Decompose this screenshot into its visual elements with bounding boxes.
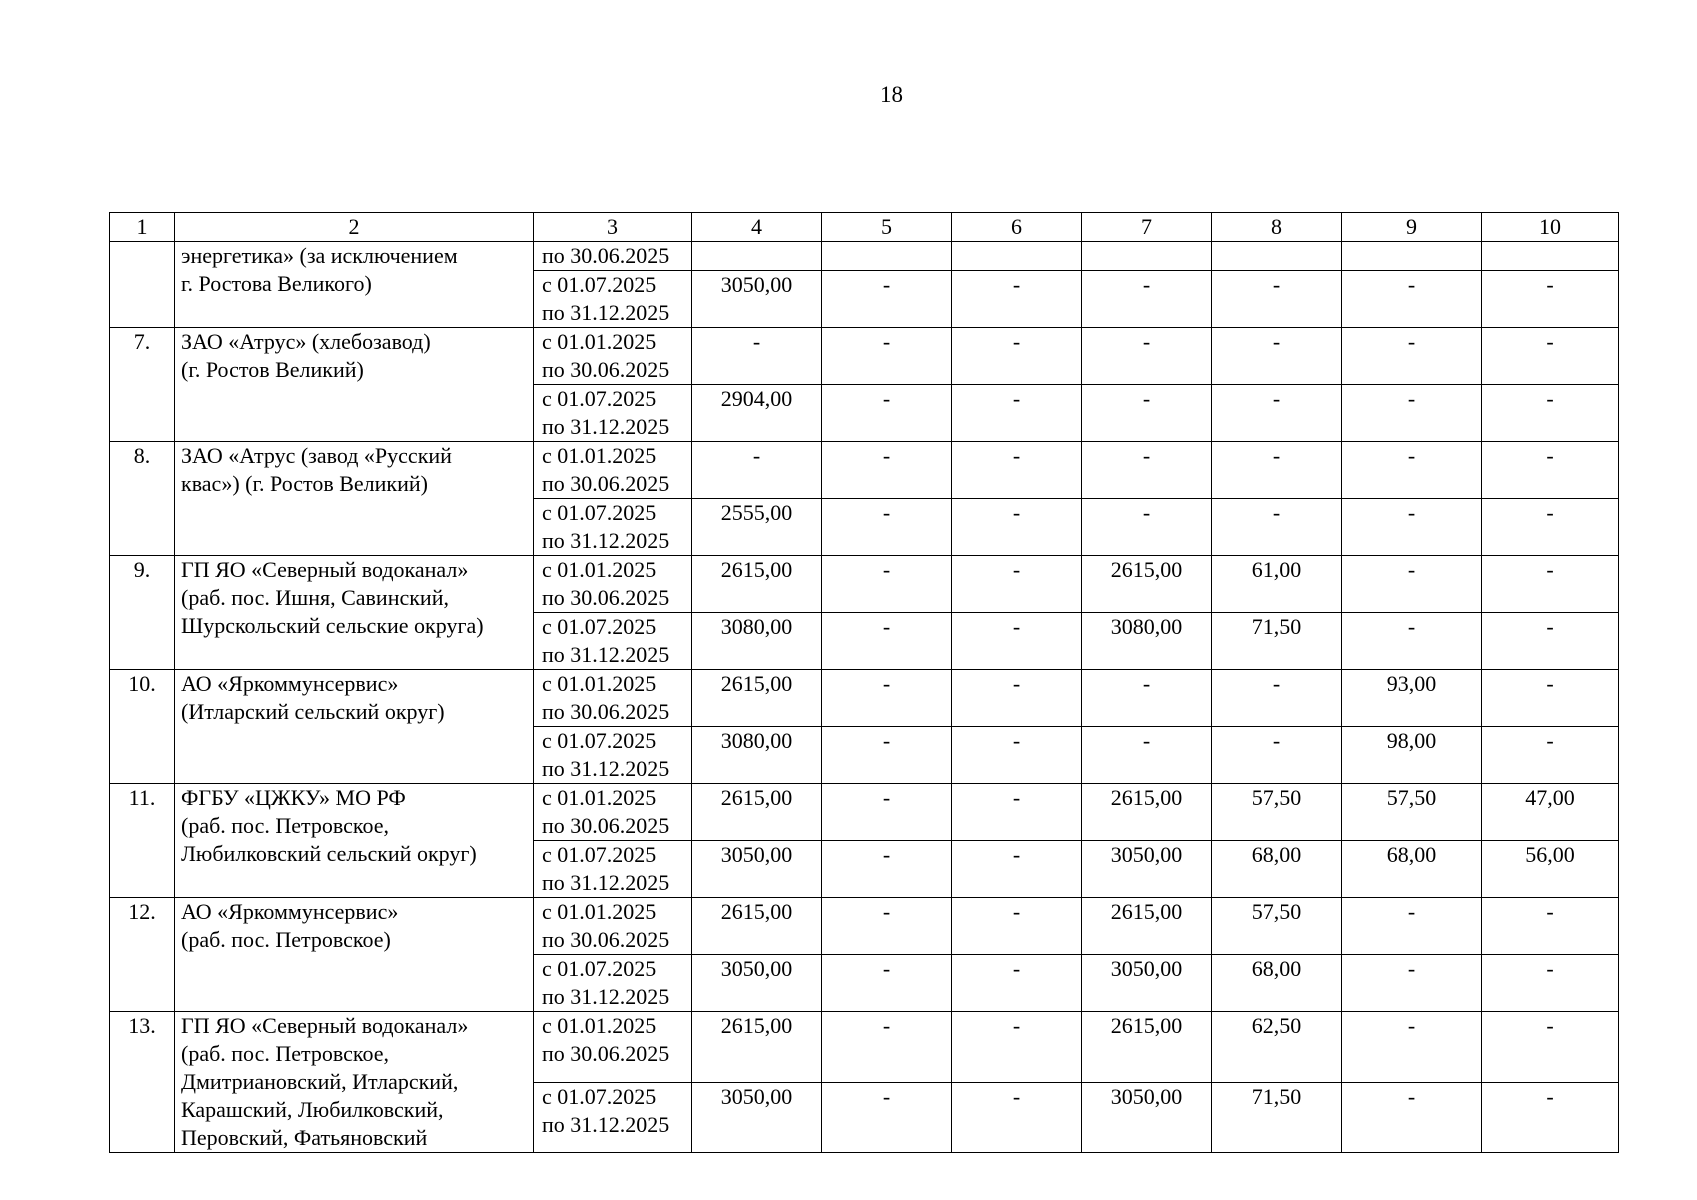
value-cell: - <box>1482 1082 1619 1153</box>
value-cell: - <box>1482 1012 1619 1083</box>
value-cell: 3080,00 <box>692 727 822 784</box>
value-cell: 2615,00 <box>692 670 822 727</box>
value-cell: - <box>822 271 952 328</box>
organization-line: ЗАО «Атрус» (хлебозавод) <box>181 329 431 354</box>
value-cell: - <box>1342 955 1482 1012</box>
organization-line: ГП ЯО «Северный водоканал» <box>181 557 469 582</box>
value-cell: 3050,00 <box>692 271 822 328</box>
value-cell: - <box>1342 328 1482 385</box>
value-cell: - <box>952 556 1082 613</box>
value-cell: - <box>1482 898 1619 955</box>
organization-cell <box>175 784 534 898</box>
period-line: по 30.06.2025 <box>542 243 670 268</box>
table-row <box>110 898 1619 955</box>
value-cell: 93,00 <box>1342 670 1482 727</box>
value-cell: 2555,00 <box>692 499 822 556</box>
value-cell: - <box>1342 1012 1482 1083</box>
value-cell: 2615,00 <box>1082 556 1212 613</box>
period-line: по 31.12.2025 <box>542 756 670 781</box>
value-cell: - <box>1342 442 1482 499</box>
value-cell: - <box>1212 499 1342 556</box>
period-cell <box>534 271 692 328</box>
table-row <box>110 328 1619 385</box>
value-cell: - <box>1482 328 1619 385</box>
header-row <box>110 213 1619 242</box>
value-cell: 68,00 <box>1342 841 1482 898</box>
value-cell: - <box>1342 1082 1482 1153</box>
period-line: с 01.07.2025 <box>542 386 657 411</box>
value-cell: - <box>1482 385 1619 442</box>
organization-cell <box>175 328 534 442</box>
period-line: с 01.01.2025 <box>542 557 657 582</box>
organization-line: Перовский, Фатьяновский <box>181 1125 428 1150</box>
value-cell: - <box>952 271 1082 328</box>
value-cell: 61,00 <box>1212 556 1342 613</box>
table-row <box>110 670 1619 727</box>
value-cell: - <box>1082 328 1212 385</box>
value-cell: 68,00 <box>1212 955 1342 1012</box>
period-line: с 01.01.2025 <box>542 329 657 354</box>
period-line: с 01.07.2025 <box>542 956 657 981</box>
period-cell <box>534 385 692 442</box>
value-cell: - <box>952 385 1082 442</box>
organization-line: Карашский, Любилковский, <box>181 1097 444 1122</box>
tariff-table <box>109 212 1619 1153</box>
value-cell: 2904,00 <box>692 385 822 442</box>
row-number-cell: 11. <box>110 784 175 898</box>
value-cell: - <box>952 841 1082 898</box>
value-cell: - <box>1082 442 1212 499</box>
table-row <box>110 442 1619 499</box>
period-line: по 31.12.2025 <box>542 300 670 325</box>
period-line: по 30.06.2025 <box>542 699 670 724</box>
value-cell: 71,50 <box>1212 1082 1342 1153</box>
organization-line: (раб. пос. Петровское, <box>181 1041 390 1066</box>
period-line: по 30.06.2025 <box>542 813 670 838</box>
value-cell <box>822 242 952 271</box>
period-line: по 30.06.2025 <box>542 471 670 496</box>
value-cell: - <box>1082 271 1212 328</box>
value-cell: 68,00 <box>1212 841 1342 898</box>
row-number-cell <box>110 242 175 328</box>
header-cell: 4 <box>692 213 822 242</box>
period-line: с 01.01.2025 <box>542 899 657 924</box>
organization-line: АО «Яркоммунсервис» <box>181 899 399 924</box>
value-cell: - <box>1342 271 1482 328</box>
table-body <box>110 213 1619 1153</box>
organization-cell <box>175 670 534 784</box>
value-cell: 2615,00 <box>692 898 822 955</box>
value-cell: - <box>822 328 952 385</box>
organization-cell <box>175 898 534 1012</box>
value-cell: - <box>1212 328 1342 385</box>
value-cell: - <box>952 955 1082 1012</box>
organization-line: АО «Яркоммунсервис» <box>181 671 399 696</box>
period-line: с 01.07.2025 <box>542 614 657 639</box>
value-cell: 3050,00 <box>692 841 822 898</box>
organization-line: г. Ростова Великого) <box>181 271 372 296</box>
value-cell: - <box>1342 499 1482 556</box>
value-cell: 98,00 <box>1342 727 1482 784</box>
period-line: с 01.01.2025 <box>542 785 657 810</box>
value-cell: - <box>1212 271 1342 328</box>
row-number-cell: 13. <box>110 1012 175 1153</box>
value-cell: 57,50 <box>1342 784 1482 841</box>
period-line: по 30.06.2025 <box>542 585 670 610</box>
value-cell: - <box>822 1012 952 1083</box>
period-cell <box>534 328 692 385</box>
value-cell: - <box>1082 385 1212 442</box>
header-cell: 7 <box>1082 213 1212 242</box>
row-number-cell: 9. <box>110 556 175 670</box>
value-cell: - <box>952 784 1082 841</box>
value-cell: - <box>1482 955 1619 1012</box>
value-cell: - <box>952 727 1082 784</box>
period-cell <box>534 955 692 1012</box>
value-cell: - <box>1342 613 1482 670</box>
period-line: по 30.06.2025 <box>542 1041 670 1066</box>
period-cell <box>534 499 692 556</box>
value-cell: 3050,00 <box>1082 841 1212 898</box>
value-cell: 2615,00 <box>692 1012 822 1083</box>
period-cell <box>534 1012 692 1083</box>
row-number-cell: 10. <box>110 670 175 784</box>
period-line: с 01.01.2025 <box>542 1013 657 1038</box>
period-line: по 31.12.2025 <box>542 984 670 1009</box>
value-cell: - <box>1482 499 1619 556</box>
value-cell: 57,50 <box>1212 784 1342 841</box>
organization-cell <box>175 242 534 328</box>
header-cell: 8 <box>1212 213 1342 242</box>
organization-cell <box>175 556 534 670</box>
value-cell: - <box>1482 556 1619 613</box>
header-cell: 5 <box>822 213 952 242</box>
period-line: с 01.07.2025 <box>542 728 657 753</box>
value-cell: 2615,00 <box>1082 784 1212 841</box>
row-number-cell: 8. <box>110 442 175 556</box>
value-cell: - <box>822 955 952 1012</box>
organization-line: ФГБУ «ЦЖКУ» МО РФ <box>181 785 406 810</box>
value-cell: - <box>952 1082 1082 1153</box>
value-cell: - <box>1212 727 1342 784</box>
value-cell: - <box>822 898 952 955</box>
value-cell: - <box>1342 898 1482 955</box>
value-cell: - <box>1482 727 1619 784</box>
period-cell <box>534 898 692 955</box>
value-cell: 57,50 <box>1212 898 1342 955</box>
header-cell: 10 <box>1482 213 1619 242</box>
value-cell <box>692 242 822 271</box>
table-row <box>110 242 1619 271</box>
page-number: 18 <box>880 82 903 107</box>
organization-line: энергетика» (за исключением <box>181 243 458 268</box>
value-cell: - <box>1482 271 1619 328</box>
value-cell: 71,50 <box>1212 613 1342 670</box>
value-cell: 2615,00 <box>692 556 822 613</box>
value-cell: 3050,00 <box>1082 1082 1212 1153</box>
period-line: по 30.06.2025 <box>542 357 670 382</box>
period-cell <box>534 242 692 271</box>
period-cell <box>534 727 692 784</box>
value-cell: 2615,00 <box>1082 898 1212 955</box>
header-cell: 6 <box>952 213 1082 242</box>
value-cell: - <box>952 442 1082 499</box>
period-cell <box>534 613 692 670</box>
header-cell: 1 <box>110 213 175 242</box>
period-line: по 31.12.2025 <box>542 870 670 895</box>
value-cell: - <box>952 670 1082 727</box>
value-cell: - <box>822 556 952 613</box>
value-cell: - <box>692 442 822 499</box>
period-line: по 31.12.2025 <box>542 1111 670 1137</box>
value-cell <box>1212 242 1342 271</box>
period-line: по 31.12.2025 <box>542 414 670 439</box>
organization-line: ГП ЯО «Северный водоканал» <box>181 1013 469 1038</box>
organization-cell <box>175 442 534 556</box>
period-cell <box>534 784 692 841</box>
value-cell: - <box>822 1082 952 1153</box>
value-cell <box>1342 242 1482 271</box>
row-number-cell: 7. <box>110 328 175 442</box>
organization-line: (Итларский сельский округ) <box>181 699 445 724</box>
value-cell: 56,00 <box>1482 841 1619 898</box>
value-cell: - <box>1212 442 1342 499</box>
period-line: с 01.07.2025 <box>542 842 657 867</box>
value-cell: - <box>822 499 952 556</box>
period-line: по 30.06.2025 <box>542 927 670 952</box>
value-cell: - <box>822 613 952 670</box>
value-cell: 3050,00 <box>692 955 822 1012</box>
period-line: с 01.01.2025 <box>542 671 657 696</box>
table-row <box>110 556 1619 613</box>
period-cell <box>534 841 692 898</box>
value-cell: 2615,00 <box>1082 1012 1212 1083</box>
value-cell: - <box>1212 670 1342 727</box>
period-line: с 01.01.2025 <box>542 443 657 468</box>
value-cell: 3080,00 <box>1082 613 1212 670</box>
value-cell <box>952 242 1082 271</box>
value-cell <box>1082 242 1212 271</box>
organization-line: Дмитриановский, Итларский, <box>181 1069 459 1094</box>
value-cell: - <box>1212 385 1342 442</box>
organization-line: Шурскольский сельские округа) <box>181 613 484 638</box>
period-cell <box>534 442 692 499</box>
value-cell: - <box>952 613 1082 670</box>
value-cell: - <box>952 1012 1082 1083</box>
value-cell: - <box>952 328 1082 385</box>
organization-line: (г. Ростов Великий) <box>181 357 364 382</box>
value-cell <box>1482 242 1619 271</box>
value-cell: - <box>822 727 952 784</box>
value-cell: 3080,00 <box>692 613 822 670</box>
period-cell <box>534 670 692 727</box>
value-cell: 2615,00 <box>692 784 822 841</box>
table-row <box>110 1012 1619 1083</box>
value-cell: - <box>1082 727 1212 784</box>
header-cell: 9 <box>1342 213 1482 242</box>
organization-line: (раб. пос. Петровское, <box>181 813 390 838</box>
organization-line: (раб. пос. Петровское) <box>181 927 391 952</box>
value-cell: - <box>952 499 1082 556</box>
value-cell: - <box>1082 670 1212 727</box>
period-line: с 01.07.2025 <box>542 500 657 525</box>
value-cell: - <box>822 670 952 727</box>
value-cell: 3050,00 <box>692 1082 822 1153</box>
organization-cell <box>175 1012 534 1153</box>
organization-line: квас») (г. Ростов Великий) <box>181 471 428 496</box>
value-cell: - <box>1342 385 1482 442</box>
value-cell: 47,00 <box>1482 784 1619 841</box>
header-cell: 3 <box>534 213 692 242</box>
header-cell: 2 <box>175 213 534 242</box>
value-cell: 62,50 <box>1212 1012 1342 1083</box>
value-cell: - <box>1482 670 1619 727</box>
value-cell: - <box>1342 556 1482 613</box>
organization-line: (раб. пос. Ишня, Савинский, <box>181 585 449 610</box>
period-cell <box>534 1082 692 1153</box>
value-cell: - <box>822 385 952 442</box>
value-cell: - <box>692 328 822 385</box>
value-cell: - <box>952 898 1082 955</box>
value-cell: - <box>1082 499 1212 556</box>
value-cell: - <box>822 784 952 841</box>
period-cell <box>534 556 692 613</box>
value-cell: - <box>1482 613 1619 670</box>
period-line: по 31.12.2025 <box>542 642 670 667</box>
value-cell: - <box>1482 442 1619 499</box>
value-cell: - <box>822 442 952 499</box>
value-cell: 3050,00 <box>1082 955 1212 1012</box>
organization-line: Любилковский сельский округ) <box>181 841 477 866</box>
period-line: с 01.07.2025 <box>542 1083 657 1109</box>
period-line: по 31.12.2025 <box>542 528 670 553</box>
table-row <box>110 784 1619 841</box>
row-number-cell: 12. <box>110 898 175 1012</box>
organization-line: ЗАО «Атрус (завод «Русский <box>181 443 452 468</box>
value-cell: - <box>822 841 952 898</box>
period-line: с 01.07.2025 <box>542 272 657 297</box>
